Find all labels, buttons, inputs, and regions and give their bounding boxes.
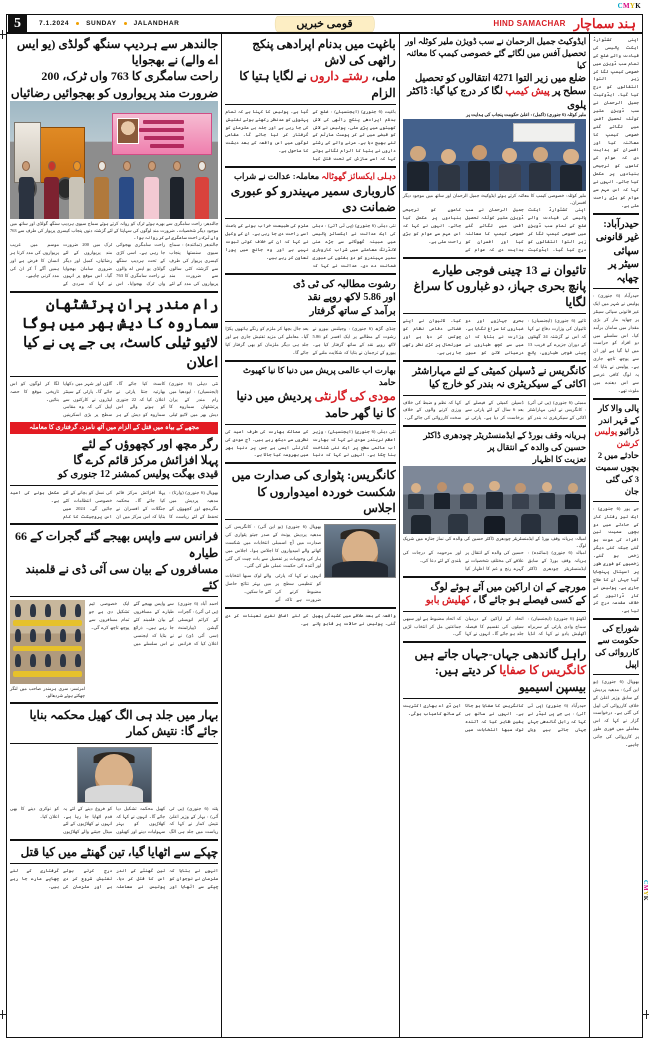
- article-congress-discipline: [403, 365, 586, 423]
- headline-highlight: پولیس کرشن: [594, 426, 639, 449]
- headline-main: [225, 388, 395, 420]
- divider: [403, 313, 586, 314]
- divider: [225, 424, 395, 425]
- body-text: باغپت (6 جنوری) (ایجنسیاں) : ضلع کے بدنام اپرادھی پنکج راٹھی کی لاش کھیتوں میں پڑی ملی۔ پولیس نے لاش کو قبضے میں لے کر پوسٹ مارٹم کے لئے بھیج دیا ہے۔ مرنے والے کے رشتے داروں نے ہتیا کا الزام لگاتے ہوئے کہا کہ اسے سازش کے تحت قتل کیا گیا ہے۔ پولیس کا کہنا ہے کہ تمام پہلوؤں کو مدنظر رکھتے ہوئے تفتیش کی جا رہی ہے اور جلد ہی ملزمان کو گرفتار کر لیا جائے گا۔ مقامی لوگوں میں اس واقعہ کے بعد دہشت کا ماحول ہے۔: [225, 108, 396, 162]
- person-body: [144, 177, 159, 219]
- divider: [225, 104, 395, 105]
- article-shivraj-appeal: [593, 623, 639, 749]
- divider: [593, 674, 639, 675]
- divider: [10, 523, 218, 525]
- headline-main: [403, 72, 586, 113]
- body-text: اپنی کشٹوارڈ ایکٹ پالیسی کی قیادت والے ضلع کے تمام سب ڈویژن میں خصوصی کیمپ لگا کر زیر التوا انتقالوں کو درج کیا گیا۔ ایڈوکیٹ جمیل الرحمان نے سب ڈویژن ملیر کوٹلہ تحصیل آفس میں لگائے گئے خصوصی کیمپ کا معائنہ کیا اور افسران کو ہدایت دی کہ عوام کے کاموں کو ترجیحی بنیادوں پر مکمل کیا جائے۔ انہوں نے کہا کہ اس مہم سے عوام کو بڑی راحت ملی ہے۔: [593, 37, 639, 208]
- headline-kicker: بھارت اب عالمی پریش میں دنیا کا نیا کھیوٹ حامد: [242, 364, 396, 387]
- headline-highlight: دہلی ایکسائز گھوٹالہ: [321, 170, 396, 181]
- body-text: ممبئی (6 جنوری) (پی ٹی آئی) : کانگریس نے اپنی مہاراشٹر اکائی کے سیکریٹری نہ بندر کو ڈسپلن کمیٹی کے فیصلے کے بعد 6 سال کے لئے پارٹی سے برخاست کر دیا ہے۔ پارٹی نے کہا کہ نظم و ضبط کی خلاف ورزی کرنے والوں کے خلاف سخت کارروائی کی جائے گی۔: [402, 399, 587, 421]
- person-silhouette: [60, 629, 66, 642]
- body-text: جالندھر (نمائندہ) : سماج سیوی سنستھا پنجاب کیسری پریوار کی طرف سے گزشتہ کئی سالوں سے ضرورت مند پریواروں کی مدد کے لئے راحت سامگری بھجوائی جا رہی ہے۔ اسی کڑی کے تحت ہردیپ سنگھ گولڈی یو ایس اے والوں نے راحت سامگری کا 763 واں ٹرک بھجوایا۔ اس ٹرک میں 200 ضرورت مند پریواروں کے لئے رضائیاں، کمبل اور دیگر ضروری سامان بھجوایا گیا۔ اس موقع پر انہوں نے کہا کہ سردی کے موسم میں غریب پریواروں کی مدد کرنا ہر انسان کا فرض ہے اور ہمیں آگے آ کر ان کی مدد کرنی چاہیے۔: [10, 241, 219, 287]
- crowd-row: [10, 654, 85, 667]
- food-tray: [13, 671, 82, 677]
- headline: [593, 403, 639, 451]
- body-text: نئی دہلی (6 جنوری) (ایجنسیاں) : ایودھیا میں رام مندر کے پران پرتشٹھان سماروہ کا دیش بھر میں لائیو ٹیلی کاسٹ کیا جائے گا۔ بھارتیہ جنتا پارٹی نے اعلان کیا کہ 22 جنوری کو ہونے والے اس سماروہ کو دیش کے ہر گاؤں اور شہر میں دکھایا جائے گا۔ پارٹی کے سینئر لیڈروں نے کارکنوں سے اپیل کی کہ وہ مقامی سطح پر بڑی اسکرینیں لگا کر لوگوں کو اس تاریخی موقع کا حصہ بنائیں۔: [10, 380, 219, 418]
- headline-text-b: لگا کر درج کیا گیا: ڈاکٹر پلوی: [407, 86, 587, 111]
- cmyk-marks-top: CMYK: [617, 2, 641, 10]
- divider: [593, 501, 639, 502]
- person-body: [195, 177, 210, 219]
- divider: [10, 376, 218, 377]
- headline: چپکے سے اٹھایا گیا، تین گھنٹے میں کیا قتل: [20, 845, 219, 860]
- event-banner: [112, 113, 212, 155]
- headline-highlight: مودی کی گارنٹی: [314, 389, 396, 404]
- photo-funeral-gathering: [403, 466, 586, 534]
- divider: [10, 839, 218, 841]
- divider: [403, 698, 586, 699]
- photo-caption: ملیر کوٹلہ: خصوصی کیمپ کا معائنہ کرتے ہوئے ایڈوکیٹ جمیل الرحمان اور ساتھ میں موجود دیگر افسران۔: [402, 193, 587, 206]
- person-silhouette: [60, 654, 66, 667]
- far-right-continuation: [593, 36, 639, 210]
- person-silhouette: [60, 604, 66, 617]
- section-banner: قومی خبریں: [274, 16, 374, 32]
- body-text: چنڈی گڑھ (6 جنوری) : وجیلنس بیورو نے رشوت کے مطالبے پر ایک افسر کو 5.86 لاکھ روپے نقد کے ساتھ گرفتار کیا ہے۔ بیورو کے ترجمان نے بتایا کہ شکایت ملنے کے بعد جال بچھا کر ملزم کو رنگے ہاتھوں پکڑا گیا۔ معاملے کی مزید تفتیش جاری ہے اور جلد ہی دیگر ملزمان کو بھی گرفتار کیا جائے گا۔: [225, 326, 396, 355]
- separator-dot-icon: [124, 22, 127, 25]
- person: [143, 161, 160, 219]
- headline-kicker: ایڈوکیٹ جمیل الرحمان نے سب ڈویژن ملیر کوٹلہ اور تحصیل آفس میں لگائے گئے خصوصی کیمپ کا معائنہ کیا: [405, 36, 587, 70]
- column-right: [400, 34, 590, 1037]
- person-silhouette: [75, 654, 81, 667]
- person-silhouette: [75, 629, 81, 642]
- person-silhouette: [75, 604, 81, 617]
- person: [68, 161, 85, 219]
- cmyk-marks-side: CMYK: [642, 880, 648, 902]
- article-bihar-sports-department: [10, 707, 218, 836]
- banner-text-line: [144, 136, 183, 140]
- person-body: [119, 177, 134, 219]
- headline: کانگریس: پٹواری کی صدارت میں: [231, 468, 396, 483]
- photo-portrait-nitish-kumar: [77, 747, 152, 803]
- body-text: بھوپال (6 جنوری) (یو این آئی) : کانگریس کی مدھیہ پردیش یونٹ کے صدر جیتو پٹواری کی صدارت میں آج اسمبلی انتخابات میں شکست کھانے والے امیدواروں کا اجلاس ہوا۔ اجلاس میں ہار کی وجوہات پر تفصیل سے بات چیت کی گئی اور آئندہ کی حکمت عملی طے کی گئی۔: [225, 523, 322, 569]
- body-text: بھوپال (6 جنوری) (یو این آئی) : مدھیہ پردیش کے سابق وزیر اعلیٰ کے خلاف کارروائی کی اپیل کی گئی ہے۔ درخواست گزار نے کہا کہ اس معاملے میں فوری طور پر کارروائی کی جانی چاہیے۔: [593, 678, 639, 747]
- headline-line2: [225, 68, 395, 100]
- photo-caption: امرتسر: سری ہرمندر صاحب میں لنگر چھکتے ہوئے شردھالو۔: [10, 686, 85, 699]
- article-modi-guarantee: [225, 365, 395, 460]
- publication-city: JALANDHAR: [133, 20, 180, 27]
- headline-line2: تعزیت کا اظہار: [532, 453, 587, 464]
- photo-camp-inspection: [403, 119, 586, 191]
- divider: [225, 360, 395, 362]
- divider: [593, 213, 639, 215]
- person: [93, 161, 110, 219]
- headline-text: راہل گاندھی جہاں-جہاں جاتے ہیں: [414, 647, 587, 662]
- crop-mark-bottom-left: [0, 1010, 7, 1019]
- headline-line2: شکست خوردہ امیدواروں کا اجلاس: [257, 484, 396, 515]
- person-silhouette: [15, 654, 21, 667]
- person-head: [98, 161, 106, 171]
- person-head: [73, 161, 81, 171]
- banner-text-line: [150, 144, 183, 148]
- article-car-accident: [593, 403, 639, 616]
- headline-line2: راحت سامگری کا 763 واں ٹرک، 200 ضرورت مند پریواروں کو بھجوائیں رضائیاں: [10, 69, 219, 100]
- person-head: [148, 161, 156, 171]
- body-text: نئی دہلی (6 جنوری) (ایجنسیاں) : وزیر اعظم نریندر مودی نے کہا کہ بھارت اب عالمی سطح پر ایک نئی شناخت بنا چکا ہے۔ انہوں نے کہا کہ دنیا کے ممالک بھارت کی طرف امید کی نظروں سے دیکھ رہے ہیں۔ آج مودی کی گارنٹی ایسی ہے جس پر دنیا بھر میں بھروسہ کیا جاتا ہے۔: [225, 428, 396, 458]
- body-text: حیدرآباد (6 جنوری) : پولیس نے شہر میں ایک غیر قانونی سپائی سینٹر پر چھاپہ مار کر بڑی مقدار میں سامان برآمد کیا۔ اس سلسلے میں دو افراد کو حراست میں لیا گیا ہے اور ان سے پوچھ تاچھ جاری ہے۔ پولیس نے بتایا کہ یہ لوگ کافی عرصے سے اس دھندے میں ملوث تھے۔: [593, 293, 639, 393]
- headline-line2: پانچ بحری جہاز، دو غباروں کا سراغ لگایا: [413, 278, 587, 309]
- publication-day: SUNDAY: [86, 20, 117, 27]
- brand-name-english: HIND SAMACHAR: [493, 19, 566, 28]
- headline: حیدرآباد: غیر قانونی: [595, 218, 639, 244]
- separator-dot-icon: [76, 22, 79, 25]
- headline-line2: [403, 594, 586, 608]
- photo-portrait-akhilesh: [324, 524, 396, 578]
- divider: [225, 273, 395, 275]
- headline-text-a: ضلع میں زیر التوا 4271 انتقالوں کو تحصیل سطح پر: [414, 72, 587, 98]
- headline: فرانس سے واپس بھیجے گئے گجرات کے 66 طیارہ: [15, 529, 219, 560]
- portrait-shoulders: [332, 561, 388, 577]
- publication-date: 7.1.2024: [39, 20, 70, 27]
- person: [168, 161, 185, 219]
- body-text: جے پور (6 جنوری) : ایک تیز رفتار کار کے حادثے میں دو بچوں سمیت تین افراد کی موت ہو گئی جبکہ کئی دیگر زخمی ہو گئے۔ زخمیوں کو فوری طور پر اسپتال پہنچایا گیا جہاں ان کا علاج جاری ہے۔ پولیس نے کار ڈرائیور کے خلاف مقدمہ درج کر لیا ہے۔: [593, 505, 639, 614]
- divider: [10, 863, 218, 864]
- divider: [403, 425, 586, 427]
- divider: [10, 485, 218, 486]
- divider: [593, 288, 639, 289]
- divider: [593, 618, 639, 620]
- masthead: [6, 14, 643, 34]
- page-body: [6, 34, 643, 1038]
- article-france-deported-passengers: [10, 528, 218, 699]
- divider: [403, 395, 586, 396]
- headline: رام مندر پران پرتشٹھان سماروہ کا دیش بھر میں ہوگا: [21, 297, 219, 333]
- headline-text: پردیش میں دنیا کا نیا گھر حامد: [236, 389, 396, 420]
- photo-langar-hall: [10, 600, 85, 684]
- headline-line2: سپائی سیٹر پر چھاپہ: [608, 245, 639, 284]
- person-silhouette: [15, 604, 21, 617]
- headline-text: کانگریس نے ڈسپلن کمیٹی کے لئے مہاراشٹر: [412, 365, 587, 377]
- person-body: [170, 177, 185, 219]
- headline-highlight: کھلیش بابو: [425, 595, 471, 607]
- divider: [403, 611, 586, 612]
- body-text: حیدرآباد (6 جنوری) (پی ٹی آئی) : بی جے پی لیڈر نے کہا کہ راہل گاندھی جہاں جہاں جاتے ہیں وہاں کانگریس کا صفایا ہو جاتا ہے۔ انہوں نے ساتھ ہی یقین ظاہر کیا کہ آئندہ لوک سبھا انتخابات میں این ڈی اے بھاری اکثریت کے ساتھ کامیاب ہوگی۔: [402, 702, 587, 732]
- person: [118, 161, 135, 219]
- headline-highlight: رشتے داروں: [309, 69, 369, 84]
- banner-portrait: [117, 118, 139, 145]
- page-number: 5: [8, 14, 27, 33]
- dateline: [39, 20, 179, 27]
- article-hyderabad-raid: [593, 218, 639, 395]
- divider: [593, 398, 639, 400]
- headline-text: پالی والا کار کے قہر اندر ڈرائیو: [598, 402, 639, 437]
- divider: [10, 291, 218, 293]
- person-body: [94, 177, 109, 219]
- headline-line2: مسافروں کے بیان سی آئی ڈی نے قلمبند کئے: [25, 561, 219, 592]
- body-text: احمد آباد (6 جنوری) (پی ٹی آئی) : گجرات کے کرائم انویسٹی گیشن ڈیپارٹمنٹ (سی آئی ڈی) نے اعلان کیا کہ فرانس سے واپس بھیجے گئے طیارے کے مسافروں کے بیان قلمبند کئے جا رہے ہیں۔ ذرائع نے بتایا کہ ایجنسی نے اس سلسلے میں ایک خصوصی ٹیم تشکیل دی ہے جو تمام مسافروں سے پوچھ تاچھ کرے گی۔: [89, 601, 219, 646]
- crowd-row: [10, 629, 85, 642]
- headline-line2: پہلا افزائش مرکز قائم کرے گا: [73, 453, 219, 468]
- article-malerkotla-camp: [403, 36, 586, 254]
- headline-line2: اور 5.86 لاکھ روپے نقد: [307, 292, 396, 304]
- headline: بہار میں جلد ہی الگ کھیل محکمہ بنایا جائے گا: نتیش کمار: [29, 708, 219, 739]
- headline: تائیوان نے 13 چینی فوجی طیارے: [432, 262, 587, 277]
- banner-text-line: [143, 120, 184, 124]
- crowd-row: [10, 604, 85, 617]
- brand-name-urdu: ہند سماچار: [573, 15, 636, 31]
- article-bribery-arrest: [225, 278, 395, 357]
- body-text: بھوپال (6 جنوری) (وارتا) : مدھیہ پردیش میں مگرمچھ اور کچھوؤں کے تحفظ کے لئے ریاست کا پہلا افزائش مرکز قائم کیا جائے گا۔ محکمہ جنگلات کے افسران نے بتایا کہ اس مرکز میں ان کی نسل کو بچانے کے لئے خصوصی انتظامات کئے جائیں گے۔ 2024 میں اس پروجیکٹ کا کام مکمل ہونے کی امید ہے۔: [10, 489, 219, 519]
- headline-text: معاملہ: عدالت نے شراب: [234, 170, 320, 181]
- body-text-continued: انہوں نے کہا کہ پارٹی کو تنظیمی سطح پر مضبوط کرنے کی ضرورت ہے تاکہ آنے والے لوک سبھا انتخابات میں بہتر نتائج حاصل کئے جا سکیں۔: [225, 573, 322, 602]
- body-text: پٹنہ (6 جنوری) (پی ٹی آئی) : بہار کے وزیر اعلیٰ نتیش کمار نے کہا کہ ریاست میں جلد ہی الگ کھیل محکمہ تشکیل دیا جائے گا۔ انہوں نے کہا کہ کھلاڑیوں کو بہتر سہولیات دینے اور کھیلوں کو فروغ دینے کے لئے یہ قدم اٹھایا جا رہا ہے۔ انہوں نے کھلاڑیوں کے لئے میڈل جیتنے والے کھلاڑیوں کو نوکری دینے کا بھی اعلان کیا۔: [10, 805, 219, 835]
- byline: ملیر کوٹلہ (6 جنوری) (اکمل) : اعلیٰ حکومت پنجاب کی ہدایت پر: [466, 112, 587, 118]
- article-delhi-excise-bail: [225, 171, 395, 270]
- brand: [493, 16, 642, 32]
- body-text: واقعہ کے بعد علاقے میں کشیدگی پھیل گئی۔ پولیس نے حالات پر قابو پانے کے لئے اضافی نفری تعینات کر دی ہے۔: [225, 612, 396, 626]
- headline-line2: اکائی کے سیکریٹری نہ بندر کو خارج کیا: [428, 379, 587, 391]
- person: [193, 161, 210, 219]
- portrait-shoulders: [85, 785, 143, 801]
- article-taiwan-china-aircraft: [403, 262, 586, 357]
- headline-highlight: کانگریس کا صفایا: [499, 663, 587, 678]
- divider: [225, 166, 395, 168]
- article-congress-patwari-meeting: [225, 467, 395, 603]
- headline-text-b: کر دیتے ہیں: بیسپن اسیمیو: [434, 663, 587, 694]
- photo-caption: امبالہ: ہریانہ وقف بورڈ کے ایڈمنسٹریٹر چودھری ڈاکٹر حسین کی والدہ کی نماز جنازہ میں شریک لوگ۔: [402, 535, 587, 548]
- headline: رگر مچھ اور کچھوؤں کے لئے: [81, 436, 219, 451]
- column-middle: [222, 34, 399, 1037]
- person-head: [48, 161, 56, 171]
- headline: شوراج کی حکومت سے کارروائی کی اپیل: [594, 623, 639, 669]
- person-head: [198, 161, 206, 171]
- body-text: امبالہ (6 جنوری) (نمائندہ) : ہریانہ وقف بورڈ کے سابق ایڈمنسٹریٹر چودھری ڈاکٹر حسین کی والدہ کے انتقال پر علاقے کی مختلف شخصیات نے گہرے رنج و غم کا اظہار کیا اور مرحومہ کے درجات کی بلندی کے لئے دعا کی۔: [402, 549, 587, 571]
- body-text: انہوں نے بتایا کہ ملزمان نے نوجوان کو چپکے سے اٹھایا اور تین گھنٹے کے اندر اس کا قتل کر دیا۔ پولیس نے معاملہ درج کرتے ہوئے تفتیش شروع کر دی ہے اور ملزمان کی گرفتاری کے لئے چھاپے مارے جا رہے ہیں۔: [10, 868, 219, 890]
- person-body: [69, 177, 84, 219]
- headline-text-b: نے لگایا ہتیا کا الزام: [239, 69, 396, 100]
- divider: [10, 702, 218, 704]
- person-silhouette: [15, 629, 21, 642]
- headline: رشوت مطالبہ کی ٹی ڈی: [292, 278, 396, 290]
- headline-line3: برآمد کے ساتھ گرفتار: [309, 305, 396, 317]
- crop-mark-bottom-right: [642, 1010, 649, 1019]
- article-crocodile-breeding-center: [10, 436, 218, 520]
- headline: مورچے کے ان اراکین میں آئے ہوئے لوگ: [430, 581, 587, 593]
- people-group: [10, 153, 218, 219]
- person-silhouette: [45, 604, 51, 617]
- headline-kicker: [225, 171, 395, 183]
- headline: [403, 365, 586, 379]
- headline: جالندھر سے ہردیپ سنگھ گولڈی (یو ایس اے والے) نے بھجوایا: [16, 37, 219, 68]
- body-text: لکھنؤ (6 جنوری) (ایجنسیاں) : سماج وادی پارٹی کے سربراہ اکھلیش یادو نے کہا کہ انڈیا اتحاد کے اراکین کے درمیان سیٹوں کی تقسیم کا فیصلہ جلد ہو جائے گا۔ انہوں نے کہا کہ اتحاد مضبوط ہے اور سبھی جماعتیں مل کر انتخاب لڑیں گی۔: [402, 615, 587, 637]
- person-head: [22, 161, 30, 171]
- divider: [225, 607, 395, 609]
- divider: [225, 519, 395, 520]
- person: [18, 161, 35, 219]
- person-body: [44, 177, 59, 219]
- subheadline: قیدی بھگت پولیس کمشنر 12 جنوری کو: [58, 469, 219, 481]
- headline: باغپت میں بدنام اپرادھی پنکج راٹھی کی لاش: [252, 37, 396, 68]
- food-tray: [13, 620, 82, 626]
- article-waqf-condolence: [403, 430, 586, 572]
- red-banner-strip: مجھے کے بیاہ میں قتل کے الزام میں آٹھ نامزد، گرفتاری کا معاملہ: [10, 422, 218, 434]
- person-silhouette: [45, 654, 51, 667]
- article-relief-truck: [10, 36, 218, 288]
- photo-relief-truck-group: [10, 101, 218, 219]
- person-head: [173, 161, 181, 171]
- divider: [403, 257, 586, 259]
- headline-line2: حادثے میں 2 بچوں سمیت 3 کی گئی جان: [595, 450, 639, 496]
- body-text: تائپے (6 جنوری) (ایجنسیاں) : تائیوان کی وزارت دفاع نے کہا کہ اس نے گزشتہ 24 گھنٹوں کے دوران جزیرے کے قریب 13 چینی فوجی طیاروں، پانچ بحری جہازوں اور دو غباروں کا سراغ لگایا ہے۔ وزارت نے بتایا کہ ان میں سے کچھ طیاروں نے درمیانی لائن کو عبور کیا۔ تائیوان نے اپنے فضائی دفاعی نظام کو چوکس کر دیا ہے اور صورتحال پر کڑی نظر رکھی جا رہی ہے۔: [402, 318, 587, 355]
- divider: [10, 743, 218, 744]
- headline-highlight: پیش کیمپ: [505, 86, 550, 98]
- article-alliance-seats: [403, 581, 586, 639]
- article-abduction-murder: [10, 844, 218, 891]
- headline-main: کاروباری سمیر مہیندرو کو عبوری ضمانت دی: [230, 183, 396, 215]
- person-silhouette: [30, 604, 36, 617]
- person: [43, 161, 60, 219]
- article-rahul-gandhi-congress: [403, 646, 586, 733]
- article-ram-mandir-telecast: [10, 296, 218, 419]
- divider: [403, 641, 586, 643]
- person-silhouette: [45, 629, 51, 642]
- person-silhouette: [30, 654, 36, 667]
- divider: [225, 218, 395, 219]
- divider: [225, 321, 395, 322]
- headline: ہریانہ وقف بورڈ کے ایڈمنسٹریٹر چودھری ڈاکٹر حسین کی والدہ کے انتقال پر: [423, 430, 587, 453]
- divider: [403, 576, 586, 578]
- person-head: [123, 161, 131, 171]
- article-baghpat-body-found: [225, 36, 395, 163]
- divider: [225, 462, 395, 464]
- divider: [403, 360, 586, 362]
- article-mid-bottom: [225, 612, 395, 628]
- body-text: اپنی کشٹوارڈ ایکٹ پالیسی کی قیادت والے ضلع کے تمام سب ڈویژن میں خصوصی کیمپ لگا کر زیر التوا انتقالوں کو درج کیا گیا۔ ایڈوکیٹ جمیل الرحمان نے سب ڈویژن ملیر کوٹلہ تحصیل آفس میں لگائے گئے خصوصی کیمپ کا معائنہ کیا اور افسران کو ہدایت دی کہ عوام کے کاموں کو ترجیحی بنیادوں پر مکمل کیا جائے۔ انہوں نے کہا کہ اس مہم سے عوام کو بڑی راحت ملی ہے۔: [402, 207, 587, 252]
- headline: [403, 646, 586, 695]
- divider: [10, 596, 218, 597]
- food-tray: [13, 646, 82, 652]
- headline-text-a: ملی،: [368, 69, 396, 84]
- person-silhouette: [30, 629, 36, 642]
- banner-text-line: [139, 128, 184, 132]
- column-far-right: [590, 34, 642, 1037]
- photo-caption: جالندھر: راحت سامگری سے بھرے ہوئے ٹرک کو روانہ کرتے ہوئے سماج سیوی ہردیپ سنگھ گولڈی اور ساتھ میں موجود دیگر شخصیات۔ ضرورت مند لوگوں کی سہایتا کے لئے گزشتہ دنوں پنجاب کیسری پریوار کی طرف سے 763 واں ٹرک راحت سامگری لے کر روانہ ہوا۔: [10, 220, 219, 240]
- column-left: [7, 34, 222, 1037]
- headline-text: کے کسی فیصلے ہو جائے گا ،: [470, 595, 587, 607]
- headline-line2: لائیو ٹیلی کاسٹ، بی جے پی نے کیا اعلان: [23, 335, 219, 371]
- body-text: نئی دہلی (6 جنوری) (پی ٹی آئی) : دہلی کی ایک عدالت نے ایکسائز پالیسی میں مبینہ گھوٹالے سے جڑے منی لانڈرنگ معاملے میں شراب کاروباری سمیر مہیندرو کو دو ہفتوں کی عبوری ضمانت دے دی۔ عدالت نے کہا کہ ملزم کی طبیعت خراب ہونے کے باعث اسے راحت دی جا رہی ہے۔ ان کے وکیل نے کہا کہ ان کے خلاف کوئی ثبوت نہیں ہے اور وہ جانچ میں پورا تعاون کر رہے ہیں۔: [225, 223, 396, 268]
- person-body: [19, 177, 34, 219]
